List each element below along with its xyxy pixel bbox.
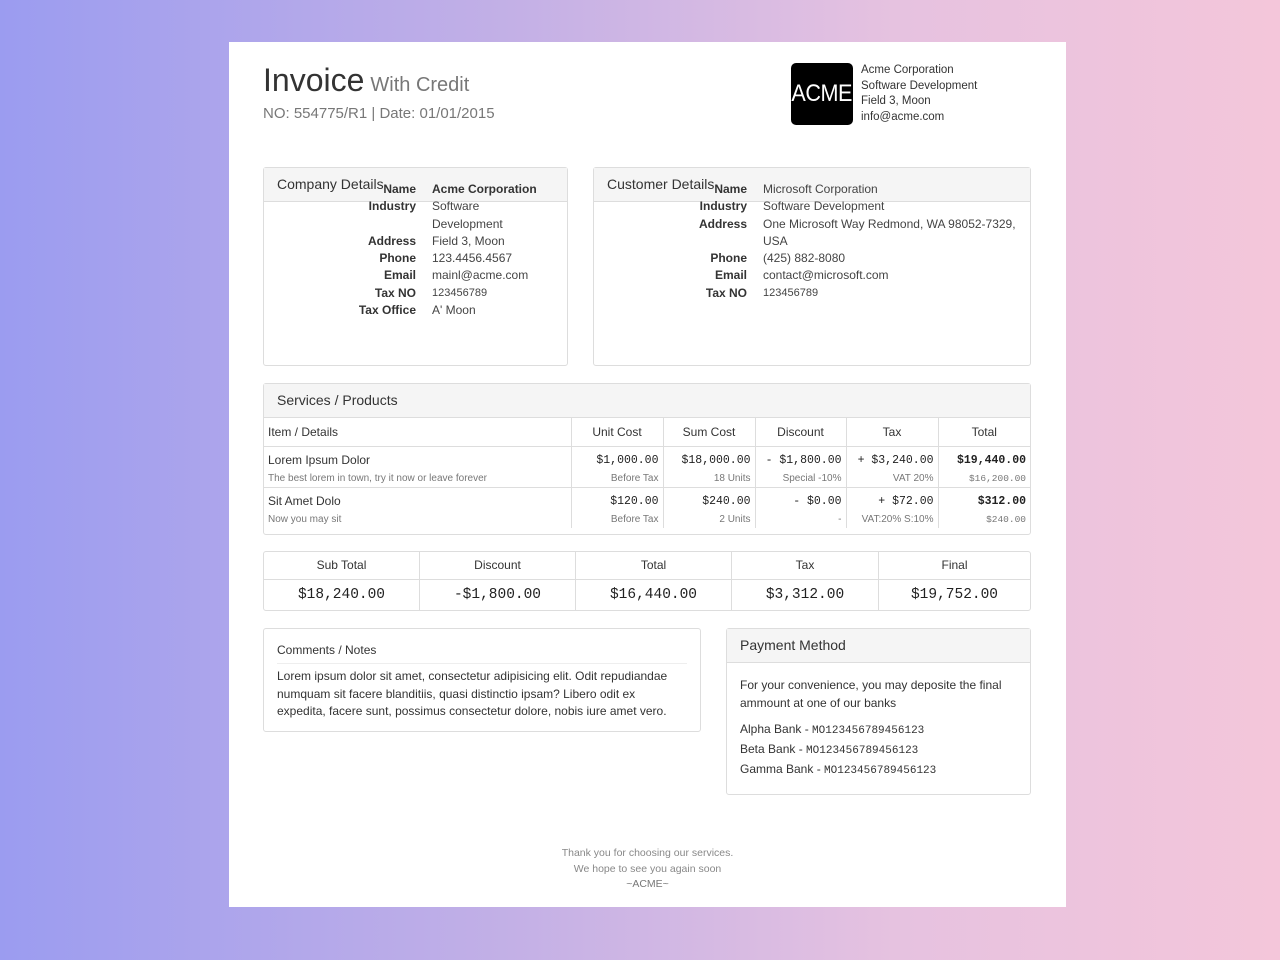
unit-cost-cell [571,488,663,529]
col-header: Tax [846,417,938,447]
summary-value: -$1,800.00 [453,587,541,603]
discount-note: Special -10% [782,473,842,484]
tax-cell [846,447,938,488]
company-details-panel [263,167,568,366]
field-value: Field 3, Moon [432,233,505,248]
total-note: $240.00 [986,514,1026,525]
field-value: 123456789 [763,286,819,299]
field-label: Tax Office [358,303,416,318]
comments-title: Comments / Notes [277,643,377,657]
company-details-title: Company Details [264,168,567,202]
col-header: Sum Cost [663,417,755,447]
invoice-title-sub: With Credit [370,74,470,96]
company-header-line: info@acme.com [861,110,945,123]
field-value: One Microsoft Way Redmond, WA 98052-7329, [763,216,1016,231]
summary-final [878,552,1030,610]
field-label: Industry [699,199,747,214]
totals-summary [263,551,1031,611]
field-value[interactable]: mainl@acme.com [432,268,529,283]
bank-account: MO123456789456123 [806,745,919,757]
field-value: Development [432,216,503,231]
tax: + $72.00 [878,495,934,508]
invoice-footer [229,846,1066,893]
payment-title: Payment Method [727,629,1030,663]
field-label: Address [698,216,747,231]
field-value: 123.4456.4567 [432,251,513,266]
item-cell [264,488,571,529]
invoice-page [229,42,1066,907]
summary-discount [419,552,575,610]
summary-total [575,552,731,610]
footer-line: Thank you for choosing our services. [561,847,734,859]
company-header-line: Software Development [861,79,978,92]
field-label: Tax NO [374,285,416,300]
payment-body [727,663,1030,780]
invoice-title [263,62,469,99]
field-value[interactable]: contact@microsoft.com [763,268,889,283]
summary-label: Tax [732,552,878,580]
summary-label: Sub Total [264,552,419,580]
field-label: Email [383,268,416,283]
discount-cell [755,488,846,529]
sum-cost: $240.00 [702,495,751,508]
field-value: Microsoft Corporation [763,182,878,196]
unit-cost-note: Before Tax [610,514,659,525]
company-header-info [861,63,977,125]
sum-cost-note: 18 Units [713,473,751,484]
field-label: Tax NO [705,285,747,300]
field-value: Acme Corporation [432,182,537,196]
sum-cost: $18,000.00 [681,454,751,467]
field-value: 123456789 [432,286,488,299]
col-header: Item / Details [264,417,571,447]
summary-value: $18,240.00 [297,587,385,603]
summary-label: Final [879,552,1030,580]
services-table [264,417,1030,528]
company-header-line: Field 3, Moon [861,95,931,107]
field-value: USA [763,233,788,248]
services-panel [263,383,1031,535]
summary-tax [731,552,878,610]
field-label: Address [367,233,416,248]
customer-details-list [594,181,1032,302]
company-details-list [264,181,569,319]
field-value: Software Development [763,199,885,214]
summary-label: Discount [420,552,575,580]
item-details: Now you may sit [268,514,342,525]
summary-label: Total [576,552,731,580]
item-name: Sit Amet Dolo [268,494,341,508]
field-value: Software [432,199,480,214]
summary-value: $19,752.00 [910,587,998,603]
field-value: (425) 882-8080 [763,251,846,266]
item-details: The best lorem in town, try it now or leave forever [268,473,487,484]
footer-brand: ~ACME~ [626,878,669,890]
payment-panel [726,628,1031,795]
table-header-row [264,417,1030,447]
discount-note: - [838,514,842,525]
customer-details-panel [593,167,1031,366]
summary-subtotal [264,552,419,610]
bank-line [740,740,1017,760]
bank-name: Gamma Bank - [740,762,825,776]
total-cell [938,447,1030,488]
invoice-meta: NO: 554775/R1 | Date: 01/01/2015 [263,105,495,122]
total-cell [938,488,1030,529]
tax-note: VAT:20% S:10% [861,514,934,525]
field-label: Name [714,182,747,196]
bank-name: Alpha Bank - [740,722,813,736]
company-logo [791,63,853,125]
discount: - $0.00 [793,495,842,508]
payment-intro: For your convenience, you may deposite the final ammount at one of our banks [740,678,1002,710]
sum-cost-cell [663,488,755,529]
comments-panel [263,628,701,732]
summary-value: $16,440.00 [609,587,697,603]
tax: + $3,240.00 [857,454,934,467]
bank-name: Beta Bank - [740,742,807,756]
bank-account: MO123456789456123 [812,725,925,737]
col-header: Discount [755,417,846,447]
field-label: Industry [368,199,416,214]
table-row [264,447,1030,488]
footer-line: We hope to see you again soon [573,862,722,875]
company-header-line: Acme Corporation [861,64,954,76]
col-header: Total [938,417,1030,447]
bank-line [740,760,1017,780]
unit-cost-note: Before Tax [610,473,659,484]
field-label: Email [714,268,747,283]
item-name: Lorem Ipsum Dolor [268,453,371,467]
total: $19,440.00 [956,454,1026,467]
sum-cost-note: 2 Units [719,514,751,525]
field-value: A' Moon [432,303,476,318]
unit-cost-cell [571,447,663,488]
invoice-title-main: Invoice [263,62,365,98]
company-logo-text: ACME [791,80,853,107]
sum-cost-cell [663,447,755,488]
comments-text: Lorem ipsum dolor sit amet, consectetur adipisicing elit. Odit repudiandae numquam sit facere blanditiis, quasi distinctio ipsam? Libero odit ex expedita, facere sunt, possimus consectetur dolore, nobis iure amet vero. [277,669,668,718]
total: $312.00 [977,495,1026,508]
field-label: Phone [379,251,416,266]
field-label: Name [383,182,416,196]
table-row [264,488,1030,529]
discount-cell [755,447,846,488]
col-header: Unit Cost [571,417,663,447]
total-note: $16,200.00 [968,473,1026,484]
services-title: Services / Products [264,384,1030,418]
item-cell [264,447,571,488]
bank-account: MO123456789456123 [824,765,937,777]
tax-note: VAT 20% [892,473,934,484]
tax-cell [846,488,938,529]
unit-cost: $120.00 [610,495,659,508]
summary-value: $3,312.00 [765,587,845,603]
bank-line [740,720,1017,740]
discount: - $1,800.00 [765,454,842,467]
unit-cost: $1,000.00 [596,454,659,467]
field-label: Phone [710,251,747,266]
customer-details-title: Customer Details [594,168,1030,202]
